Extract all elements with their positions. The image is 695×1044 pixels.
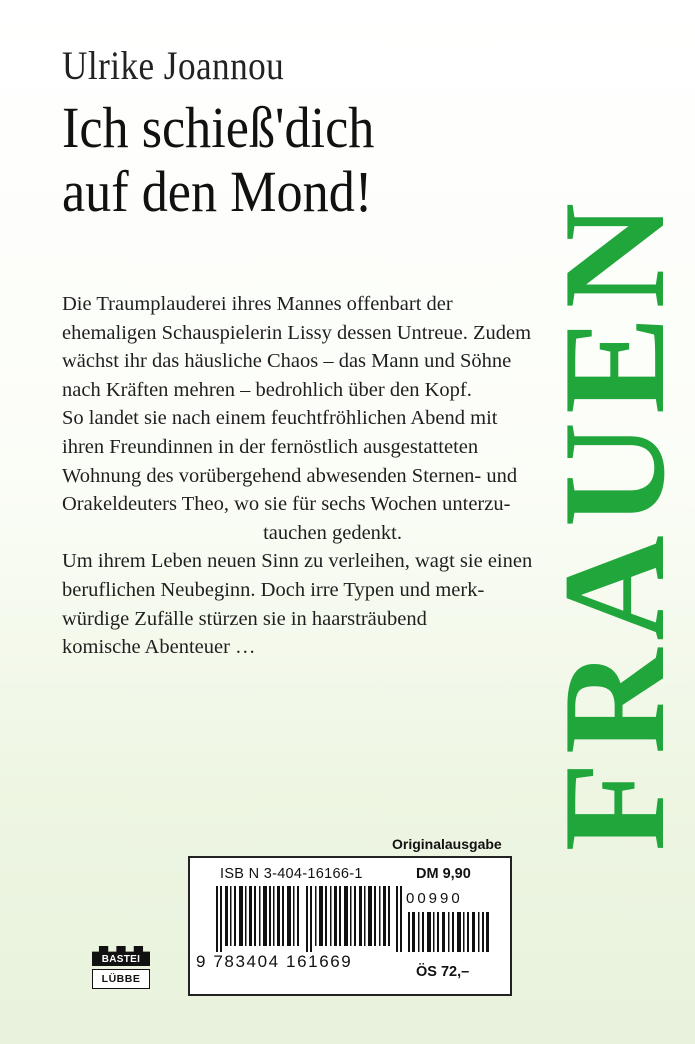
series-word: FRAUEN [533,194,695,852]
title-line-2: auf den Mond! [62,159,373,224]
blurb-line: ehemaligen Schauspielerin Lissy dessen Untreue. Zudem [62,321,532,344]
blurb-line: komische Abenteuer … [62,636,256,659]
price-barcode-box [188,856,512,996]
addon-code: 00990 [406,890,463,907]
ean-barcode [216,886,404,952]
ean-number: 9 783404 161669 [196,952,353,971]
blurb-line: würdige Zufälle stürzen sie in haarsträubend [62,607,427,630]
logo-bottom-text: LÜBBE [92,969,150,989]
logo-top-text: BASTEI [101,954,141,965]
isbn-number: ISB N 3-404-16166-1 [220,866,363,882]
blurb-line: Die Traumplauderei ihres Mannes offenbart der [62,293,453,315]
series-label [533,28,695,1018]
blurb-line: nach Kräften mehren – bedrohlich über den Kopf. [62,378,472,401]
blurb-line: ihren Freundinnen in der fernöstlich ausgestatteten [62,435,479,458]
blurb-line: So landet sie nach einem feuchtfröhlichen Abend mit [62,407,498,430]
blurb-text [62,290,552,662]
blurb-line: Orakeldeuters Theo, wo sie für sechs Wochen unterzu- [62,493,511,516]
blurb-line: Um ihrem Leben neuen Sinn zu verleihen, wagt sie einen [62,550,533,573]
title-line-1: Ich schieß'dich [62,95,375,160]
book-title [62,96,530,224]
price-os: ÖS 72,– [416,964,470,980]
blurb-line: beruflichen Neubeginn. Doch irre Typen und merk- [62,578,485,601]
publisher-logo [92,942,150,990]
price-dm: DM 9,90 [416,866,471,882]
series-text [533,28,695,1018]
blurb-line: wächst ihr das häusliche Chaos – das Mann und Söhne [62,350,512,373]
blurb-line: Wohnung des vorübergehend abwesenden Sternen- und [62,464,518,487]
edition-label: Originalausgabe [392,836,502,852]
author-name: Ulrike Joannou [62,43,285,88]
addon-barcode [408,912,490,952]
blurb-line: tauchen gedenkt. [263,521,402,544]
